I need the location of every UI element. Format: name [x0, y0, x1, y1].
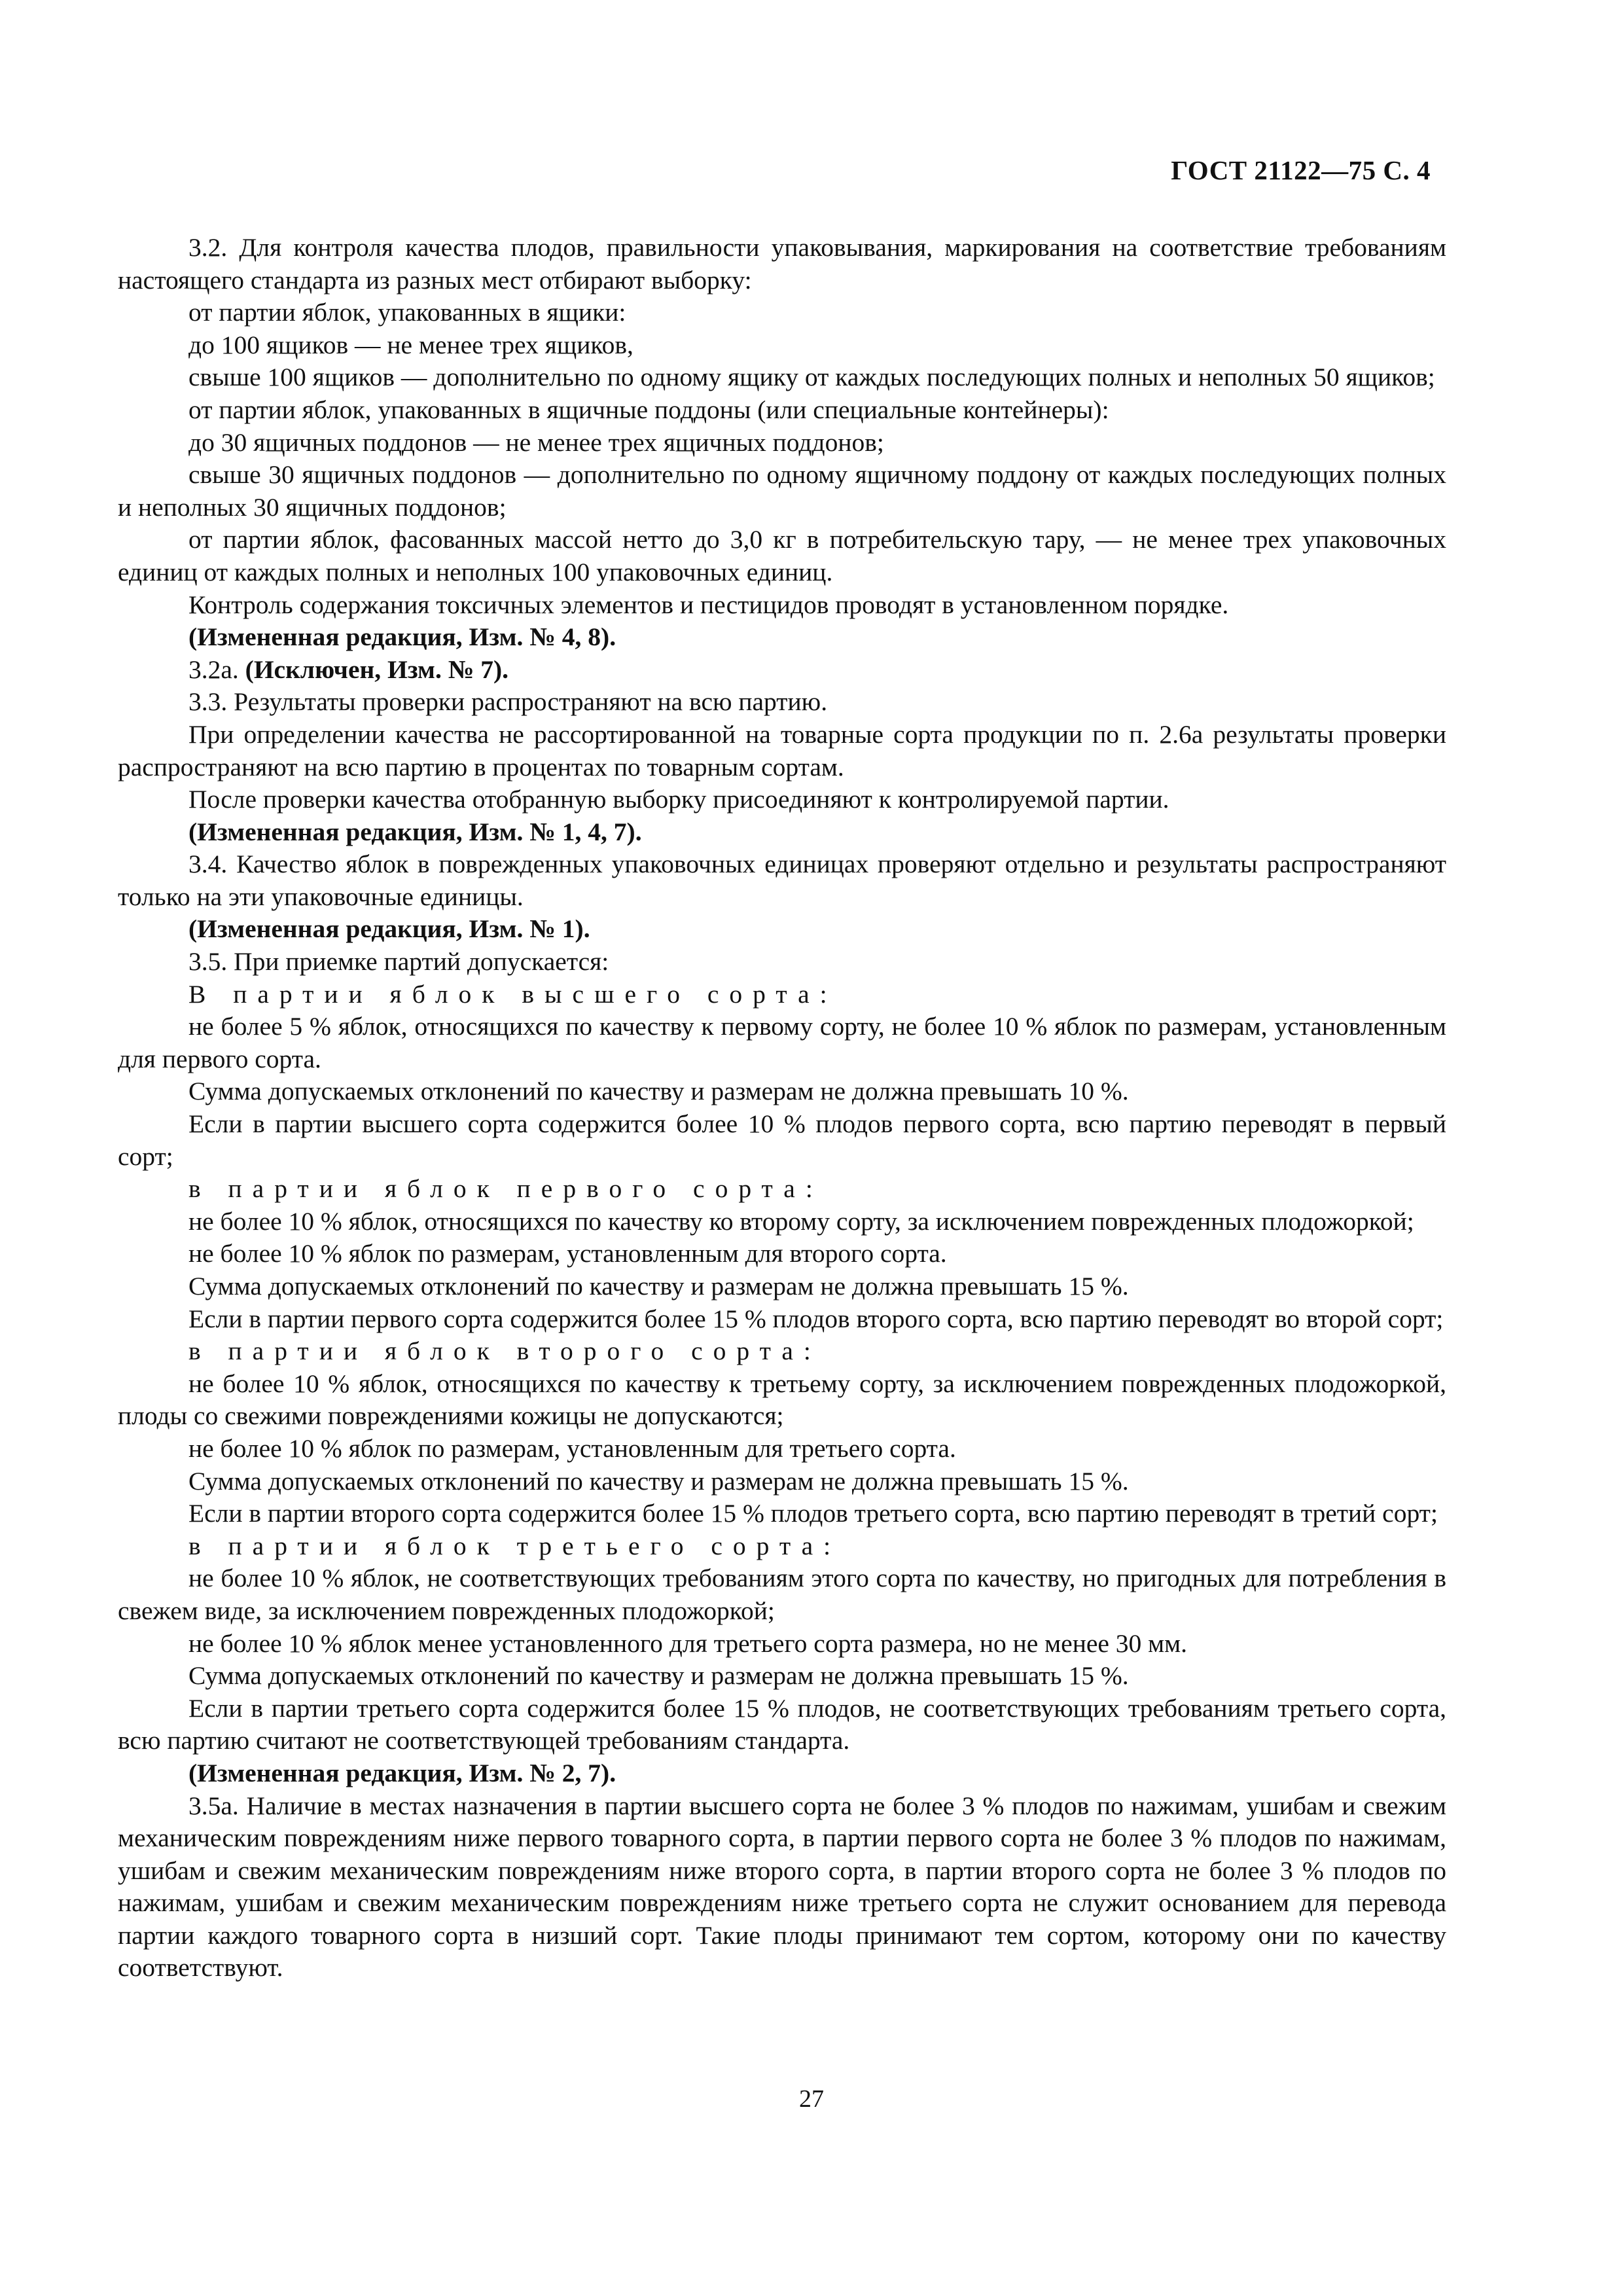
paragraph: 3.3. Результаты проверки распространяют на всю партию.	[188, 687, 828, 717]
spaced-heading-text: в партии яблок первого сорта:	[188, 1174, 823, 1204]
subsection-heading	[118, 978, 1446, 1011]
paragraph: Если в партии второго сорта содержится более 15 % плодов третьего сорта, всю партию переводят в третий сорт;	[188, 1499, 1438, 1528]
paragraph: Контроль содержания токсичных элементов и пестицидов проводят в установленном порядке.	[188, 590, 1229, 619]
paragraph: 3.4. Качество яблок в поврежденных упаковочных единицах проверяют отдельно и результаты распространяют только на эти упаковочные единицы.	[118, 850, 1446, 911]
paragraph: до 30 ящичных поддонов — не менее трех ящичных поддонов;	[188, 427, 884, 457]
document-body	[118, 232, 1446, 1984]
paragraph: не более 10 % яблок по размерам, установленным для третьего сорта.	[188, 1433, 956, 1463]
paragraph: Если в партии третьего сорта содержится более 15 % плодов, не соответствующих требованиям третьего сорта, всю партию считают не соответствующей требованиям стандарта.	[118, 1693, 1446, 1755]
paragraph: свыше 100 ящиков — дополнительно по одному ящику от каждых последующих полных и неполных 50 ящиков;	[188, 363, 1435, 392]
amendment-note: (Измененная редакция, Изм. № 4, 8).	[188, 622, 616, 652]
clause-number: 3.2а.	[188, 655, 245, 684]
amendment-note: (Исключен, Изм. № 7).	[245, 655, 509, 684]
subsection-heading	[118, 1530, 1446, 1563]
paragraph: не более 10 % яблок менее установленного для третьего сорта размера, но не менее 30 мм.	[188, 1628, 1188, 1658]
paragraph: не более 10 % яблок по размерам, установленным для второго сорта.	[188, 1239, 947, 1268]
paragraph: до 100 ящиков — не менее трех ящиков,	[188, 330, 633, 359]
paragraph: Сумма допускаемых отклонений по качеству и размерам не должна превышать 15 %.	[188, 1466, 1129, 1496]
paragraph: 3.5а. Наличие в местах назначения в партии высшего сорта не более 3 % плодов по нажимам, ушибам и свежим механическим повреждениям ниже первого товарного сорта, в партии первого сорта не более 3 % плодов по нажимам, ушибам и свежим механическим повреждениям ниже второго сорта, в партии второго сорта не более 3 % плодов по нажимам, ушибам и свежим механическим повреждениям ниже третьего сорта не служит основанием для перевода партии каждого товарного сорта в низший сорт. Такие плоды принимают тем сортом, которому они по качеству соответствуют.	[118, 1791, 1446, 1982]
page-number: 27	[799, 2085, 824, 2113]
paragraph: После проверки качества отобранную выборку присоединяют к контролируемой партии.	[188, 785, 1169, 814]
paragraph: не более 5 % яблок, относящихся по качеству к первому сорту, не более 10 % яблок по размерам, установленным для первого сорта.	[118, 1012, 1446, 1073]
paragraph: от партии яблок, упакованных в ящики:	[188, 298, 626, 327]
amendment-note: (Измененная редакция, Изм. № 1).	[188, 914, 590, 944]
paragraph: от партии яблок, фасованных массой нетто до 3,0 кг в потребительскую тару, — не менее трех упаковочных единиц от каждых полных и неполных 100 упаковочных единиц.	[118, 525, 1446, 586]
amendment-note: (Измененная редакция, Изм. № 2, 7).	[188, 1758, 616, 1787]
paragraph: Сумма допускаемых отклонений по качеству и размерам не должна превышать 15 %.	[188, 1272, 1129, 1300]
paragraph: Если в партии первого сорта содержится более 15 % плодов второго сорта, всю партию переводят во второй сорт;	[188, 1304, 1444, 1333]
paragraph: Если в партии высшего сорта содержится более 10 % плодов первого сорта, всю партию переводят в первый сорт;	[118, 1109, 1446, 1171]
paragraph: от партии яблок, упакованных в ящичные поддоны (или специальные контейнеры):	[188, 395, 1109, 424]
paragraph: Сумма допускаемых отклонений по качеству и размерам не должна превышать 15 %.	[188, 1661, 1129, 1691]
paragraph: свыше 30 ящичных поддонов — дополнительно по одному ящичному поддону от каждых последующих полных и неполных 30 ящичных поддонов;	[118, 460, 1446, 522]
amendment-note: (Измененная редакция, Изм. № 1, 4, 7).	[188, 817, 642, 846]
paragraph: не более 10 % яблок, не соответствующих требованиям этого сорта по качеству, но пригодных для потребления в свежем виде, за исключением поврежденных плодожоркой;	[118, 1564, 1446, 1625]
paragraph: 3.2. Для контроля качества плодов, правильности упаковывания, маркирования на соответствие требованиям настоящего стандарта из разных мест отбирают выборку:	[118, 233, 1446, 295]
paragraph: 3.5. При приемке партий допускается:	[188, 947, 609, 977]
spaced-heading-text: В партии яблок высшего сорта:	[188, 979, 838, 1009]
spaced-heading-text: в партии яблок третьего сорта:	[188, 1531, 842, 1560]
paragraph: При определении качества не рассортированной на товарные сорта продукции по п. 2.6а результаты проверки распространяют на всю партию в процентах по товарным сортам.	[118, 719, 1446, 781]
subsection-heading	[118, 1335, 1446, 1368]
document-header: ГОСТ 21122—75 С. 4	[1171, 155, 1431, 185]
paragraph: не более 10 % яблок, относящихся по качеству к третьему сорту, за исключением поврежденных плодожоркой, плоды со свежими повреждениями кожицы не допускаются;	[118, 1369, 1446, 1431]
paragraph	[118, 654, 1446, 687]
subsection-heading	[118, 1173, 1446, 1206]
paragraph: Сумма допускаемых отклонений по качеству и размерам не должна превышать 10 %.	[188, 1077, 1129, 1106]
spaced-heading-text: в партии яблок второго сорта:	[188, 1336, 821, 1366]
paragraph: не более 10 % яблок, относящихся по качеству ко второму сорту, за исключением поврежденных плодожоркой;	[188, 1206, 1414, 1236]
